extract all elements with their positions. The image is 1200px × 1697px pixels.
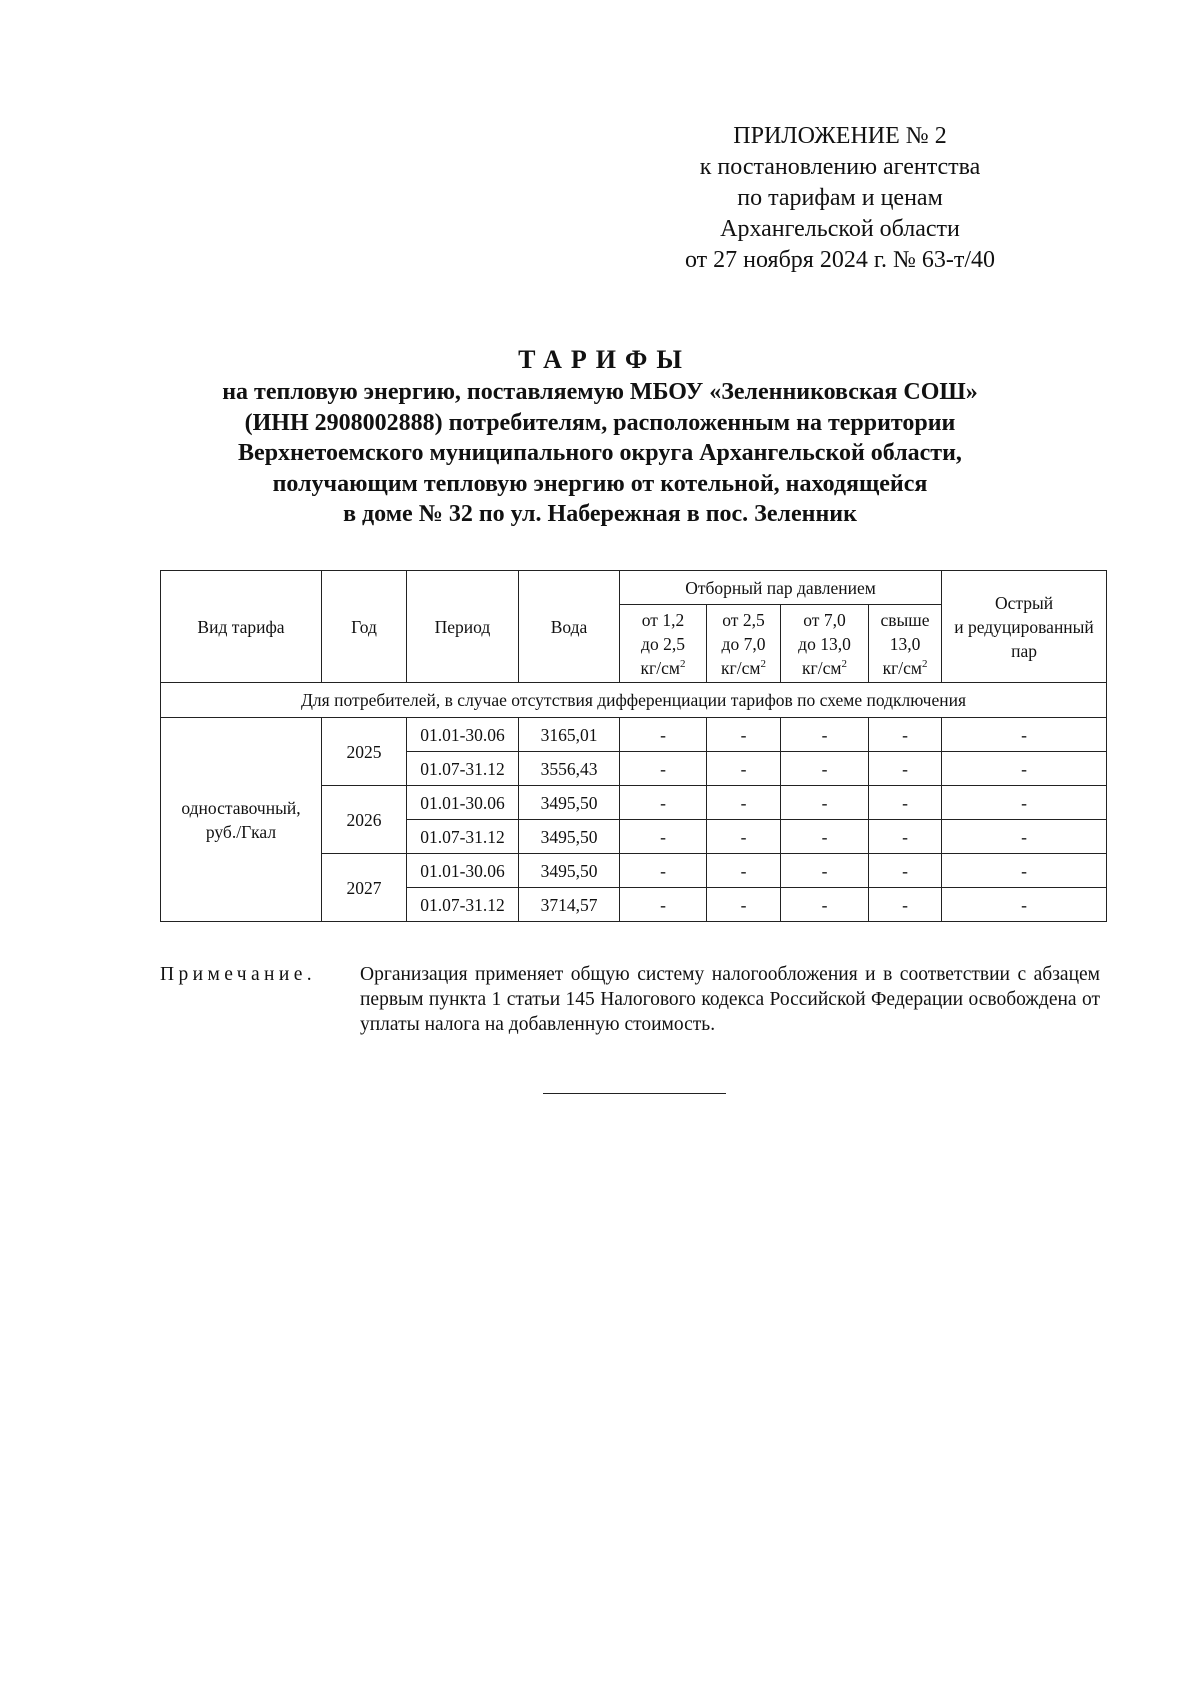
- header-sharp-steam-line-2: и редуцированный: [954, 616, 1094, 637]
- pressure-range-3-to: до 13,0: [798, 633, 851, 654]
- steam-1-cell: -: [620, 752, 707, 786]
- title-line-3: Верхнетоемского муниципального округа Архангельской области,: [238, 440, 962, 466]
- header-sharp-steam-line-1: Острый: [994, 592, 1054, 613]
- tariff-type-line-2: руб./Гкал: [205, 821, 277, 842]
- end-divider: [543, 1093, 726, 1094]
- steam-2-cell: -: [707, 888, 781, 922]
- period-cell: 01.07-31.12: [407, 752, 519, 786]
- pressure-range-2-unit: [707, 656, 780, 680]
- pressure-range-4-to: 13,0: [889, 633, 921, 654]
- steam-4-cell: -: [869, 854, 942, 888]
- pressure-range-4-unit: [869, 656, 941, 680]
- pressure-range-1-unit: [620, 656, 706, 680]
- title-main: ТАРИФЫ: [518, 345, 691, 374]
- steam-1-cell: -: [620, 820, 707, 854]
- header-year: Год: [322, 571, 407, 683]
- pressure-range-1-to: до 2,5: [641, 633, 685, 654]
- steam-1-cell: -: [620, 888, 707, 922]
- header-period: Период: [407, 571, 519, 683]
- steam-3-cell: -: [781, 752, 869, 786]
- steam-3-cell: -: [781, 854, 869, 888]
- header-pressure-range-3: [781, 605, 869, 683]
- note-label: Примечание.: [160, 964, 317, 985]
- appendix-number: ПРИЛОЖЕНИЕ № 2: [733, 123, 947, 149]
- steam-4-cell: -: [869, 752, 942, 786]
- water-cell: 3495,50: [519, 786, 620, 820]
- note-text: Организация применяет общую систему налогообложения и в соответствии с абзацем первым пункта 1 статьи 145 Налогового кодекса Российской Федерации освобождена от уплаты налога на добавленную стоимость.: [360, 964, 1100, 1035]
- table-section-row: [161, 683, 1107, 718]
- appendix-line-3: по тарифам и ценам: [737, 185, 943, 211]
- year-cell: 2025: [322, 718, 407, 786]
- period-cell: 01.01-30.06: [407, 854, 519, 888]
- period-cell: 01.07-31.12: [407, 888, 519, 922]
- steam-4-cell: -: [869, 888, 942, 922]
- sharp-steam-cell: -: [942, 718, 1107, 752]
- pressure-unit: кг/см: [721, 657, 761, 678]
- appendix-header: [640, 121, 1040, 276]
- pressure-unit-exponent: 2: [679, 657, 686, 670]
- appendix-line-2: к постановлению агентства: [699, 154, 981, 180]
- tariff-type-line-1: одноставочный,: [181, 797, 301, 818]
- sharp-steam-cell: -: [942, 752, 1107, 786]
- steam-4-cell: -: [869, 820, 942, 854]
- title-line-5: в доме № 32 по ул. Набережная в пос. Зеленник: [343, 501, 857, 527]
- appendix-date-number: от 27 ноября 2024 г. № 63-т/40: [684, 247, 996, 273]
- sharp-steam-cell: -: [942, 820, 1107, 854]
- pressure-unit: кг/см: [882, 657, 922, 678]
- steam-1-cell: -: [620, 854, 707, 888]
- pressure-unit: кг/см: [640, 657, 680, 678]
- table-row: [161, 718, 1107, 752]
- steam-2-cell: -: [707, 752, 781, 786]
- header-sharp-steam: [942, 571, 1107, 683]
- title-line-1: на тепловую энергию, поставляемую МБОУ «Зеленниковская СОШ»: [222, 379, 978, 405]
- pressure-unit-exponent: 2: [841, 657, 847, 670]
- period-cell: 01.01-30.06: [407, 718, 519, 752]
- section-label: Для потребителей, в случае отсутствия дифференциации тарифов по схеме подключения: [161, 683, 1107, 718]
- pressure-range-4-from: свыше: [880, 609, 930, 630]
- year-cell: 2026: [322, 786, 407, 854]
- sharp-steam-cell: -: [942, 786, 1107, 820]
- water-cell: 3495,50: [519, 820, 620, 854]
- steam-1-cell: -: [620, 786, 707, 820]
- steam-2-cell: -: [707, 854, 781, 888]
- steam-3-cell: -: [781, 820, 869, 854]
- pressure-range-3-from: от 7,0: [803, 609, 846, 630]
- steam-1-cell: -: [620, 718, 707, 752]
- steam-2-cell: -: [707, 820, 781, 854]
- header-extraction-steam: Отборный пар давлением: [620, 571, 942, 605]
- steam-2-cell: -: [707, 786, 781, 820]
- water-cell: 3495,50: [519, 854, 620, 888]
- pressure-unit-exponent: 2: [760, 657, 766, 670]
- title-line-4: получающим тепловую энергию от котельной, находящейся: [272, 470, 928, 497]
- pressure-unit: кг/см: [802, 657, 842, 678]
- sharp-steam-cell: -: [942, 854, 1107, 888]
- steam-3-cell: -: [781, 888, 869, 922]
- water-cell: 3165,01: [519, 718, 620, 752]
- tariff-type-cell: [161, 718, 322, 922]
- header-pressure-range-2: [707, 605, 781, 683]
- appendix-line-4: Архангельской области: [720, 216, 960, 242]
- steam-3-cell: -: [781, 718, 869, 752]
- title-line-2: (ИНН 2908002888) потребителям, расположенным на территории: [244, 409, 956, 436]
- steam-4-cell: -: [869, 718, 942, 752]
- pressure-range-1-from: от 1,2: [641, 609, 685, 630]
- document-title: [100, 343, 1100, 530]
- header-pressure-range-4: [869, 605, 942, 683]
- header-sharp-steam-line-3: пар: [1011, 640, 1037, 661]
- period-cell: 01.07-31.12: [407, 820, 519, 854]
- steam-2-cell: -: [707, 718, 781, 752]
- tariff-table: [160, 570, 1107, 922]
- pressure-range-2-to: до 7,0: [721, 633, 766, 654]
- period-cell: 01.01-30.06: [407, 786, 519, 820]
- pressure-range-3-unit: [781, 656, 868, 680]
- year-cell: 2027: [322, 854, 407, 922]
- header-tariff-type: Вид тарифа: [161, 571, 322, 683]
- header-pressure-range-1: [620, 605, 707, 683]
- water-cell: 3556,43: [519, 752, 620, 786]
- water-cell: 3714,57: [519, 888, 620, 922]
- steam-4-cell: -: [869, 786, 942, 820]
- header-water: Вода: [519, 571, 620, 683]
- table-header-row: [161, 571, 1107, 605]
- pressure-unit-exponent: 2: [921, 657, 928, 670]
- sharp-steam-cell: -: [942, 888, 1107, 922]
- steam-3-cell: -: [781, 786, 869, 820]
- pressure-range-2-from: от 2,5: [722, 609, 765, 630]
